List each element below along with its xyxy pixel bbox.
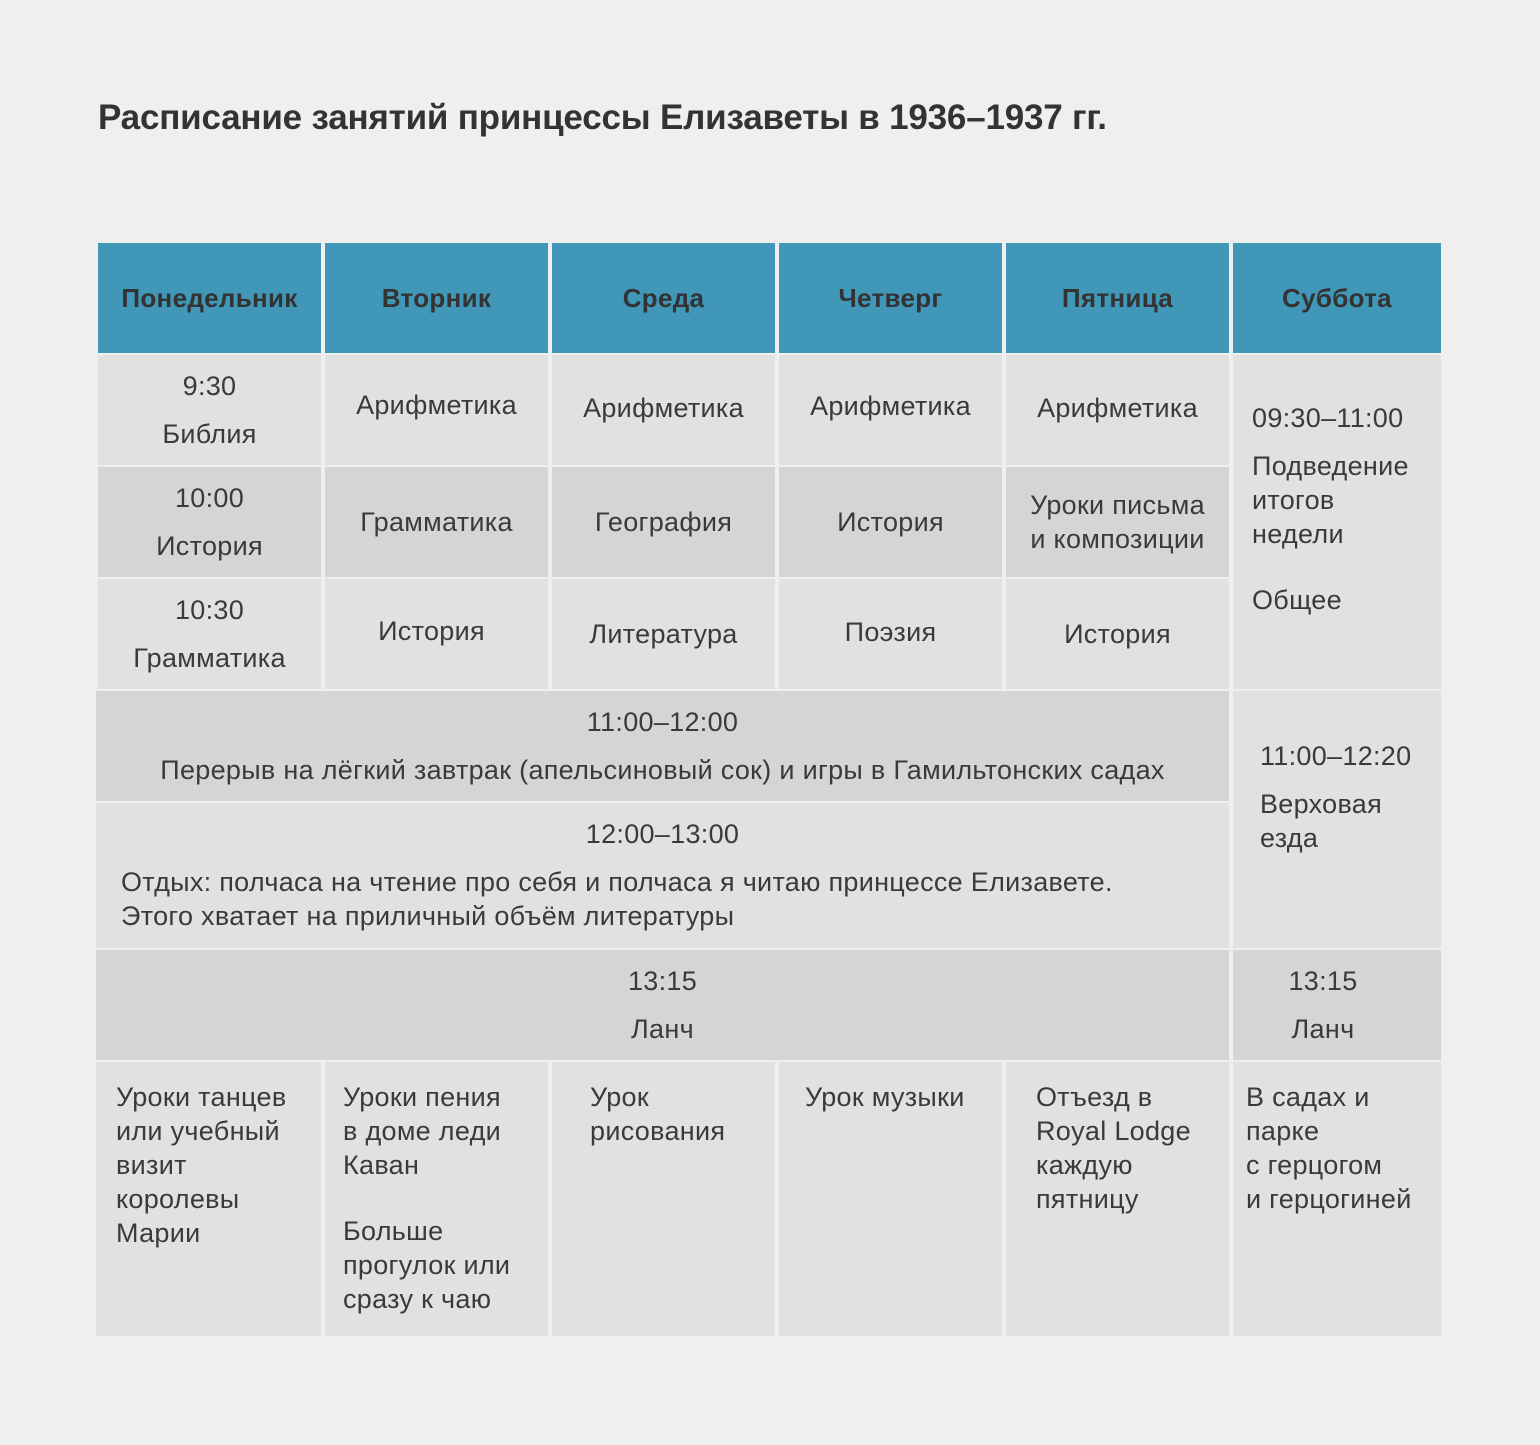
slot-time: 9:30: [182, 371, 237, 401]
saturday-lunch: [1233, 950, 1441, 1060]
slot-subject: Библия: [162, 419, 257, 449]
wednesday-slot-1: Арифметика: [552, 355, 775, 465]
wednesday-afternoon: [552, 1062, 775, 1336]
header-saturday: Суббота: [1233, 243, 1441, 353]
tuesday-slot-3: История: [325, 579, 548, 689]
monday-slot-2: [98, 467, 321, 577]
friday-slot-3: История: [1006, 579, 1229, 689]
header-wednesday: Среда: [552, 243, 775, 353]
lunch-row: [96, 950, 1229, 1060]
thursday-slot-1: Арифметика: [779, 355, 1002, 465]
slot-line: Уроки письма: [1030, 490, 1205, 520]
rest-time: 12:00–13:00: [585, 819, 740, 849]
slot-time: 10:00: [174, 483, 245, 513]
slot-line: Каван: [343, 1150, 420, 1180]
slot-line: Подведение: [1252, 451, 1409, 481]
header-friday: Пятница: [1006, 243, 1229, 353]
slot-time: 09:30–11:00: [1252, 403, 1404, 433]
slot-line: В садах и: [1246, 1082, 1370, 1112]
page-title: Расписание занятий принцессы Елизаветы в 1936–1937 гг.: [98, 98, 1107, 137]
saturday-afternoon: [1233, 1062, 1441, 1336]
monday-afternoon: [96, 1062, 321, 1336]
monday-slot-1: [98, 355, 321, 465]
slot-time: 10:30: [174, 595, 245, 625]
rest-row: [96, 803, 1229, 948]
slot-line: и герцогиней: [1246, 1184, 1412, 1214]
slot-subject: История: [156, 531, 263, 561]
lunch-label: Ланч: [1291, 1014, 1355, 1044]
thursday-slot-2: История: [779, 467, 1002, 577]
header-thursday: Четверг: [779, 243, 1002, 353]
slot-line: Уроки пения: [343, 1082, 501, 1112]
slot-line: в доме леди: [343, 1116, 502, 1146]
header-monday: Понедельник: [98, 243, 321, 353]
tuesday-slot-2: Грамматика: [325, 467, 548, 577]
lunch-time: 13:15: [627, 966, 698, 996]
slot-line: Марии: [116, 1218, 201, 1248]
tuesday-slot-1: Арифметика: [325, 355, 548, 465]
slot-line: сразу к чаю: [343, 1284, 492, 1314]
monday-slot-3: [98, 579, 321, 689]
lunch-time: 13:15: [1288, 966, 1358, 996]
rest-line: Отдых: полчаса на чтение про себя и полчаса я читаю принцессе Елизавете.: [121, 867, 1113, 897]
thursday-afternoon: [779, 1062, 1002, 1336]
friday-slot-1: Арифметика: [1006, 355, 1229, 465]
slot-line: с герцогом: [1246, 1150, 1383, 1180]
thursday-slot-3: Поэзия: [779, 579, 1002, 689]
slot-line: парке: [1246, 1116, 1320, 1146]
slot-line: каждую: [1036, 1150, 1133, 1180]
slot-line: королевы: [116, 1184, 240, 1214]
break-text: Перерыв на лёгкий завтрак (апельсиновый сок) и игры в Гамильтонских садах: [160, 755, 1165, 785]
slot-time: 11:00–12:20: [1260, 741, 1412, 771]
saturday-morning: [1233, 355, 1441, 689]
slot-line: или учебный: [116, 1116, 280, 1146]
header-tuesday: Вторник: [325, 243, 548, 353]
slot-line: Урок музыки: [805, 1082, 965, 1112]
wednesday-slot-2: География: [552, 467, 775, 577]
slot-line: Больше: [343, 1216, 444, 1246]
saturday-riding: [1233, 691, 1441, 948]
tuesday-afternoon: [325, 1062, 548, 1336]
slot-line: пятницу: [1036, 1184, 1139, 1214]
wednesday-slot-3: Литература: [552, 579, 775, 689]
slot-line: Верховая: [1260, 789, 1383, 819]
slot-line: прогулок или: [343, 1250, 511, 1280]
slot-line: Royal Lodge: [1036, 1116, 1191, 1146]
friday-afternoon: [1006, 1062, 1229, 1336]
slot-line: итогов: [1252, 485, 1335, 515]
rest-line: Этого хватает на приличный объём литературы: [121, 901, 735, 931]
slot-line: недели: [1252, 519, 1344, 549]
lunch-label: Ланч: [631, 1014, 694, 1044]
slot-line: визит: [116, 1150, 187, 1180]
slot-line: Отъезд в: [1036, 1082, 1153, 1112]
friday-slot-2: [1006, 467, 1229, 577]
slot-line: рисования: [590, 1116, 726, 1146]
break-time: 11:00–12:00: [586, 707, 739, 737]
break-row: [96, 691, 1229, 801]
slot-extra: Общее: [1252, 585, 1342, 615]
slot-subject: Грамматика: [133, 643, 286, 673]
slot-line: и композиции: [1030, 524, 1205, 554]
slot-line: Уроки танцев: [116, 1082, 287, 1112]
slot-line: Урок: [590, 1082, 649, 1112]
slot-line: езда: [1260, 823, 1319, 853]
